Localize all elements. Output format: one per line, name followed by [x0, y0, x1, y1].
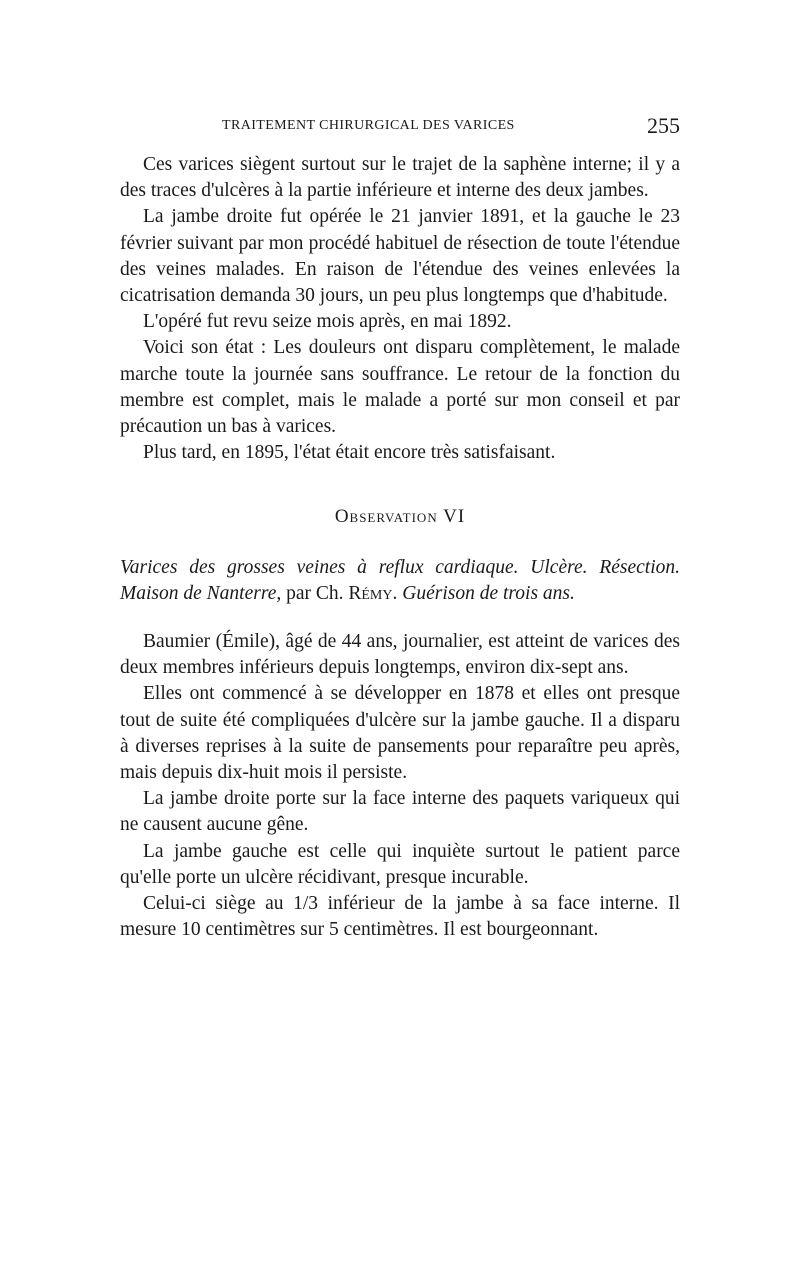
paragraph: Voici son état : Les douleurs ont disparu complètement, le malade marche toute la journée sans souffrance. Le retour de la fonction du membre est complet, mais le malade a porté sur mon conseil et par précaution un bas à varices.	[120, 337, 680, 438]
paragraph: L'opéré fut revu seize mois après, en mai 1892.	[143, 311, 512, 333]
page-number: 255	[647, 113, 680, 138]
paragraph: La jambe droite fut opérée le 21 janvier 1891, et la gauche le 23 février suivant par mon procédé habituel de résection de toute l'étendue des veines malades. En raison de l'étendue des veines enlevées la cicatrisation demanda 30 jours, un peu plus longtemps que d'habitude.	[120, 206, 680, 307]
observation-heading: Observation VI	[334, 506, 466, 528]
case-title-part: par Ch.	[281, 582, 349, 604]
paragraph: La jambe droite porte sur la face interne des paquets variqueux qui ne causent aucune gêne.	[120, 788, 680, 836]
paragraph: Plus tard, en 1895, l'état était encore très satisfaisant.	[143, 442, 556, 464]
case-title-part: Varices des grosses veines à reflux cardiaque. Ulcère. Résection. Maison de Nanterre,	[120, 556, 680, 604]
case-title	[120, 555, 680, 607]
paragraph: Elles ont commencé à se développer en 1878 et elles ont presque tout de suite été compliquées d'ulcère sur la jambe gauche. Il a disparu à diverses reprises à la suite de pansements pour reparaître peu après, mais depuis dix-huit mois il persiste.	[120, 683, 680, 784]
running-head	[120, 113, 680, 139]
paragraph: La jambe gauche est celle qui inquiète surtout le patient parce qu'elle porte un ulcère récidivant, presque incurable.	[120, 840, 680, 888]
paragraph: Ces varices siègent surtout sur le trajet de la saphène interne; il y a des traces d'ulcères à la partie inférieure et interne des deux jambes.	[120, 154, 680, 202]
case-title-part: Guérison de trois ans.	[402, 582, 575, 604]
paragraph: Celui-ci siège au 1/3 inférieur de la jambe à sa face interne. Il mesure 10 centimètres sur 5 centimètres. Il est bourgeonnant.	[120, 893, 680, 941]
body-text	[120, 152, 680, 943]
running-title: TRAITEMENT CHIRURGICAL DES VARICES	[222, 118, 515, 133]
paragraph: Baumier (Émile), âgé de 44 ans, journalier, est atteint de varices des deux membres inférieurs depuis longtemps, environ dix-sept ans.	[120, 631, 680, 679]
case-title-author: Rémy	[348, 582, 393, 604]
case-title-part: .	[392, 582, 403, 604]
